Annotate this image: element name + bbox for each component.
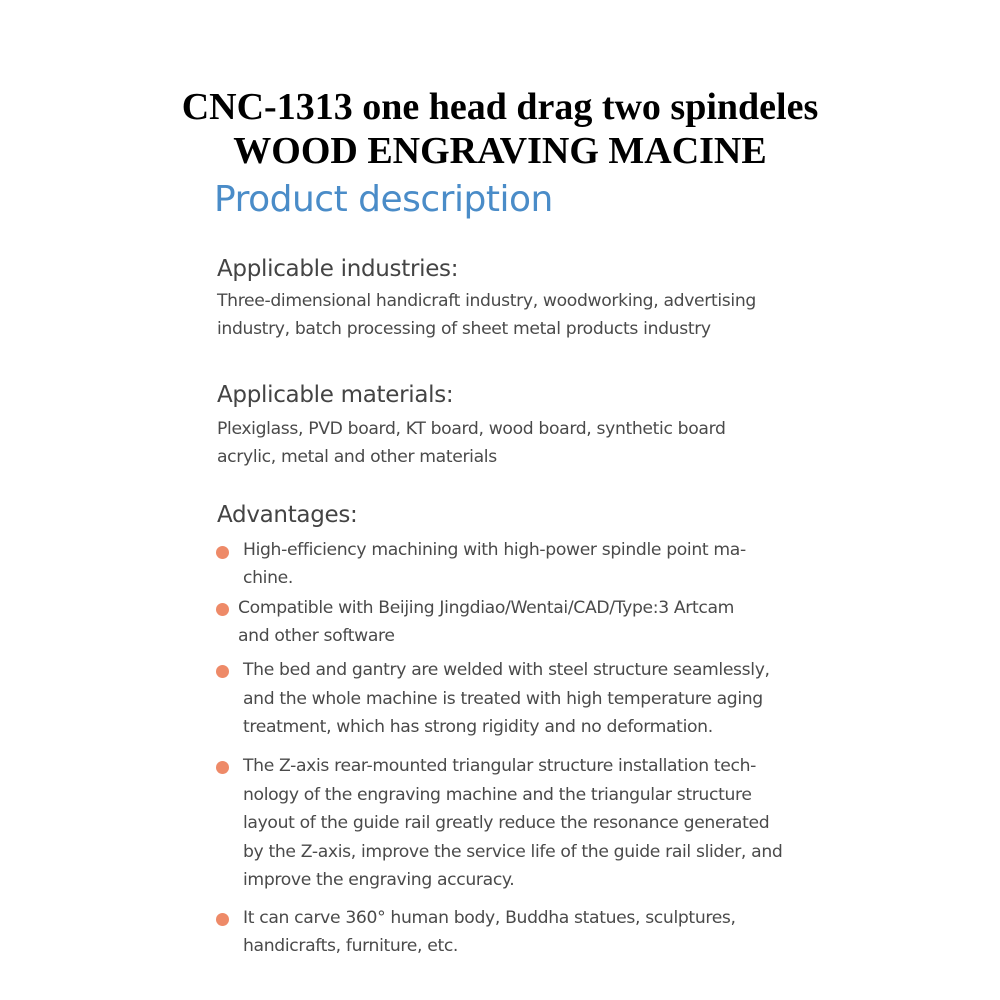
industries-text-line-1: Three-dimensional handicraft industry, woodworking, advertising bbox=[217, 291, 756, 311]
title-line-1: CNC-1313 one head drag two spindeles bbox=[181, 86, 819, 128]
materials-text-line-1: Plexiglass, PVD board, KT board, wood board, synthetic board bbox=[217, 419, 726, 439]
materials-heading: Applicable materials: bbox=[217, 382, 454, 408]
advantage-item-3-line-2: and the whole machine is treated with high temperature aging bbox=[243, 689, 763, 709]
advantages-heading: Advantages: bbox=[217, 502, 358, 528]
bullet-icon bbox=[216, 913, 229, 926]
advantage-item-4-line-1: The Z-axis rear-mounted triangular structure installation tech- bbox=[243, 756, 756, 776]
industries-text-line-2: industry, batch processing of sheet metal products industry bbox=[217, 319, 711, 339]
advantage-item-3-line-3: treatment, which has strong rigidity and no deformation. bbox=[243, 717, 713, 737]
industries-heading: Applicable industries: bbox=[217, 256, 459, 282]
advantage-item-4-line-2: nology of the engraving machine and the triangular structure bbox=[243, 785, 752, 805]
bullet-icon bbox=[216, 603, 229, 616]
bullet-icon bbox=[216, 761, 229, 774]
advantage-item-4-line-4: by the Z-axis, improve the service life of the guide rail slider, and bbox=[243, 842, 783, 862]
advantage-item-3-line-1: The bed and gantry are welded with steel structure seamlessly, bbox=[243, 660, 770, 680]
bullet-icon bbox=[216, 665, 229, 678]
materials-text-line-2: acrylic, metal and other materials bbox=[217, 447, 497, 467]
title-line-2: WOOD ENGRAVING MACINE bbox=[233, 130, 767, 172]
advantage-item-2-line-2: and other software bbox=[238, 626, 395, 646]
advantage-item-2-line-1: Compatible with Beijing Jingdiao/Wentai/CAD/Type:3 Artcam bbox=[238, 598, 735, 618]
section-subtitle: Product description bbox=[214, 179, 553, 220]
advantage-item-1-line-1: High-efficiency machining with high-power spindle point ma- bbox=[243, 540, 746, 560]
bullet-icon bbox=[216, 546, 229, 559]
advantage-item-1-line-2: chine. bbox=[243, 568, 293, 588]
advantage-item-4-line-5: improve the engraving accuracy. bbox=[243, 870, 515, 890]
advantage-item-5-line-2: handicrafts, furniture, etc. bbox=[243, 936, 459, 956]
advantage-item-5-line-1: It can carve 360° human body, Buddha statues, sculptures, bbox=[243, 908, 736, 928]
advantage-item-4-line-3: layout of the guide rail greatly reduce the resonance generated bbox=[243, 813, 770, 833]
